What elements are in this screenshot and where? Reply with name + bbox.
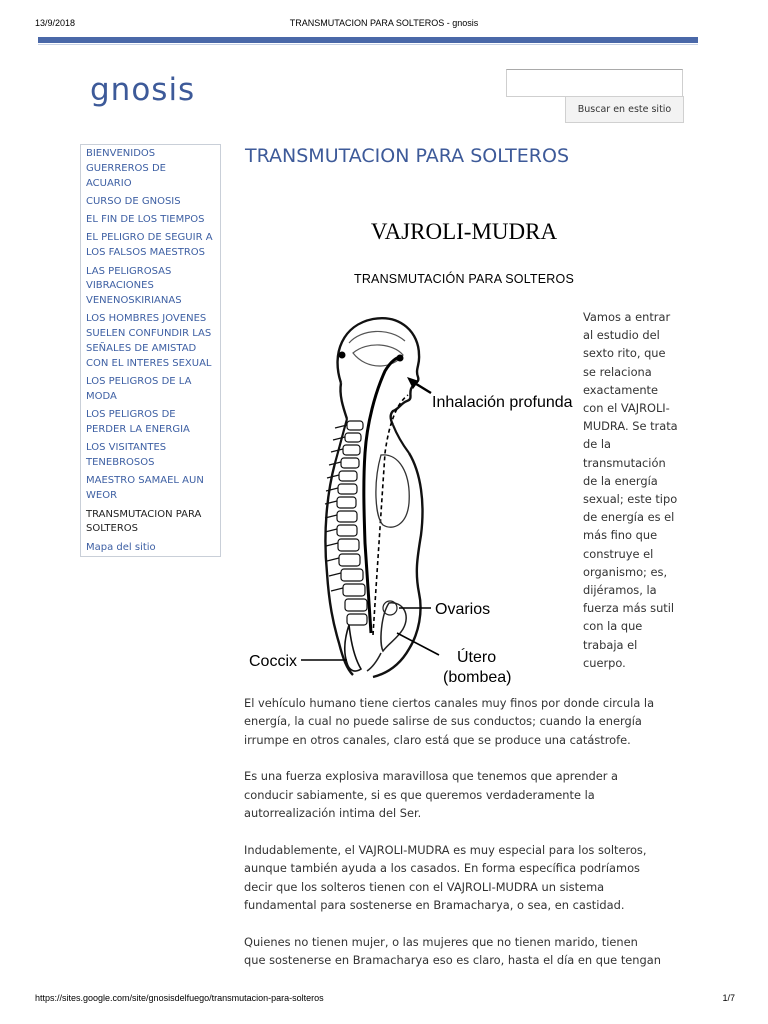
sidebar-item-label: MAESTRO SAMAEL AUN: [86, 475, 204, 487]
print-date: 13/9/2018: [35, 18, 76, 28]
sidebar-item-label: BIENVENIDOS: [86, 148, 156, 159]
content-heading: VAJROLI-MUDRA: [370, 219, 558, 244]
sidebar-item-label: WEOR: [86, 490, 118, 502]
label-bombea: (bombea): [443, 669, 512, 686]
paragraph-line: autorrealización intima del Ser.: [244, 806, 422, 821]
sidebar-nav: [80, 144, 221, 557]
paragraph-line: El vehículo humano tiene ciertos canales muy finos por donde circula la: [244, 696, 655, 710]
sidebar-item[interactable]: [86, 375, 216, 405]
paragraph-line: Quienes no tienen mujer, o las mujeres que no tienen marido, tienen: [244, 934, 638, 949]
print-title: TRANSMUTACION PARA SOLTEROS - gnosis: [289, 18, 479, 28]
sidebar-item-label: EL FIN DE LOS TIEMPOS: [86, 214, 205, 226]
sidebar-item-label: LOS HOMBRES JOVENES: [86, 313, 207, 325]
paragraph-line: energía, la cual no puede salirse de sus conductos; cuando la energía: [244, 714, 642, 729]
sidebar-item[interactable]: [86, 213, 216, 228]
intro-text-line: de la: [583, 437, 612, 452]
intro-text-line: sexual; este tipo: [583, 492, 678, 507]
paragraph-line: Es una fuerza explosiva maravillosa que tenemos que aprender a: [244, 769, 618, 784]
intro-text-line: cuerpo.: [583, 655, 626, 670]
intro-text-line: al estudio del: [583, 328, 660, 343]
sidebar-item-label: LOS PELIGROS DE: [86, 409, 176, 421]
search-button[interactable]: Buscar en este sitio: [565, 96, 684, 123]
paragraph-line: que sostenerse en Bramacharya eso es claro, hasta el día en que tengan: [244, 953, 661, 968]
label-inhalacion: Inhalación profunda: [432, 394, 573, 411]
paragraph: [244, 841, 694, 915]
sidebar-item-label: SEÑALES DE AMISTAD: [86, 343, 197, 355]
header-rule: [38, 37, 698, 43]
print-url: https://sites.google.com/site/gnosisdelfuego/transmutacion-para-solteros: [35, 993, 324, 1003]
sitemap-link[interactable]: Mapa del sitio: [86, 541, 156, 553]
paragraph: [244, 694, 694, 749]
sidebar-item[interactable]: [86, 474, 216, 504]
intro-text-line: con la que: [583, 619, 643, 634]
paragraph: [244, 933, 694, 970]
sidebar-item-label: GUERREROS DE: [86, 162, 166, 174]
paragraph-line: fundamental para sostenerse en Bramacharya, o sea, en castidad.: [244, 898, 625, 913]
label-coccix: Coccix: [249, 653, 298, 670]
article-body: [244, 694, 694, 988]
print-page-number: 1/7: [722, 993, 735, 1003]
sidebar-item[interactable]: [86, 508, 216, 538]
label-ovarios: Ovarios: [435, 601, 491, 618]
sidebar-item[interactable]: [86, 147, 216, 191]
paragraph-line: decir que los solteros tienen con el VAJROLI-MUDRA un sistema: [244, 879, 605, 894]
sidebar-item-label: EL PELIGRO DE SEGUIR A: [86, 232, 213, 244]
intro-text-line: de energía es el: [583, 510, 675, 525]
intro-text-line: MUDRA. Se trata: [583, 419, 678, 434]
intro-text-line: de la energía: [583, 473, 658, 488]
sidebar-item-label: LOS PELIGROS DE LA: [86, 376, 192, 388]
label-utero: Útero: [457, 649, 497, 666]
sidebar-item-label: SOLTEROS: [86, 523, 139, 535]
intro-text-line: trabaja el: [583, 637, 638, 652]
intro-text-line: Vamos a entrar: [583, 310, 671, 324]
sidebar-item-label: VIBRACIONES: [86, 280, 154, 292]
sidebar-item-label: TRANSMUTACION PARA: [86, 508, 202, 520]
intro-text: [583, 308, 693, 672]
intro-text-line: se relaciona: [583, 364, 652, 379]
content-subheading: TRANSMUTACIÓN PARA SOLTEROS: [353, 272, 574, 286]
sidebar-item-label: TENEBROSOS: [86, 457, 155, 469]
sidebar-item[interactable]: [86, 265, 216, 309]
paragraph-line: Indudablemente, el VAJROLI-MUDRA es muy especial para los solteros,: [244, 842, 647, 857]
sidebar-item-label: ACUARIO: [86, 177, 132, 189]
sidebar-item-label: SUELEN CONFUNDIR LAS: [86, 328, 212, 340]
vajroli-mudra-illustration: [243, 303, 579, 691]
sidebar-item-label: PERDER LA ENERGIA: [86, 424, 190, 436]
intro-text-line: dijéramos, la: [583, 583, 657, 598]
sidebar-item[interactable]: [86, 408, 216, 438]
intro-text-line: exactamente: [583, 382, 659, 397]
paragraph: [244, 767, 694, 822]
page-title: TRANSMUTACION PARA SOLTEROS: [245, 145, 570, 167]
sidebar-item-label: LOS FALSOS MAESTROS: [86, 247, 206, 259]
sidebar-item-label: VENENOSKIRIANAS: [86, 295, 182, 307]
sidebar-item[interactable]: [86, 231, 216, 261]
header-rule-thin: [38, 44, 698, 45]
sidebar-item-label: LAS PELIGROSAS: [86, 265, 172, 277]
sidebar-item-label: LOS VISITANTES: [86, 442, 167, 454]
intro-text-line: más fino que: [583, 528, 658, 543]
intro-text-line: con el VAJROLI-: [583, 401, 670, 416]
sidebar-item-label: MODA: [86, 390, 117, 402]
paragraph-line: conducir sabiamente, si es que queremos verdaderamente la: [244, 787, 595, 802]
intro-text-line: transmutación: [583, 455, 666, 470]
intro-text-line: organismo; es,: [583, 564, 668, 579]
paragraph-line: aunque también ayuda a los casados. En forma específica podríamos: [244, 861, 640, 876]
sidebar-item[interactable]: [86, 441, 216, 471]
sidebar-list: [86, 147, 216, 537]
sidebar-item-label: CURSO DE GNOSIS: [86, 195, 181, 207]
paragraph-line: irrumpe en otros canales, claro está que se produce una catástrofe.: [244, 732, 631, 747]
search-input[interactable]: [506, 69, 683, 97]
sidebar-item-label: CON EL INTERES SEXUAL: [86, 357, 212, 369]
intro-text-line: construye el: [583, 546, 654, 561]
print-header: [0, 0, 768, 30]
sidebar-item[interactable]: [86, 195, 216, 210]
intro-text-line: fuerza más sutil: [583, 601, 675, 616]
sidebar-item[interactable]: [86, 312, 216, 371]
site-title[interactable]: gnosis: [90, 72, 196, 108]
intro-text-line: sexto rito, que: [583, 346, 666, 361]
